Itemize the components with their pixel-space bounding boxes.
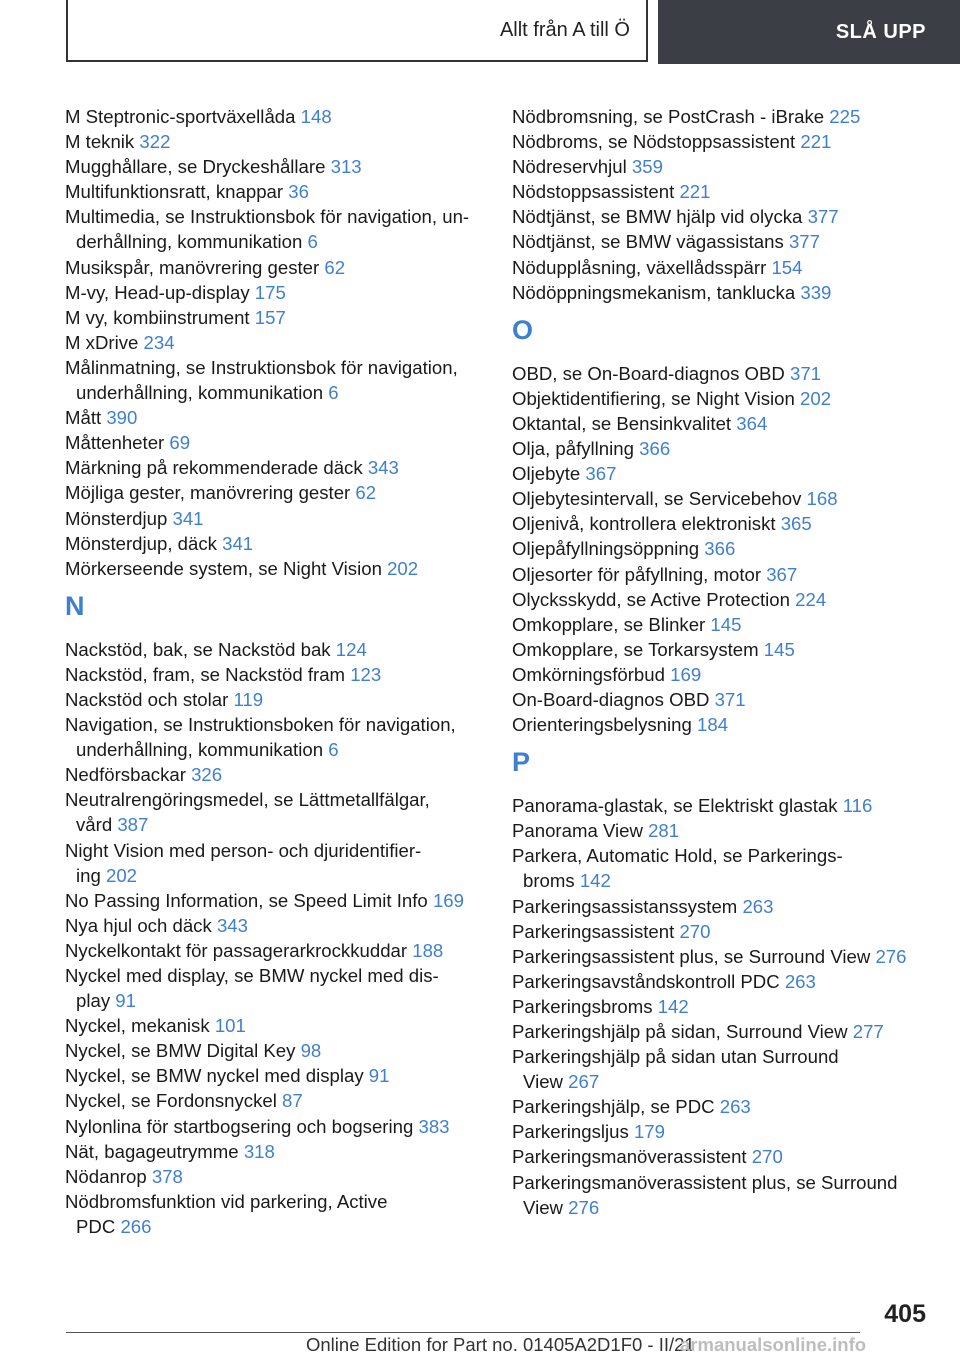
index-entry-text: play (76, 990, 111, 1012)
index-entry-text: Nödtjänst, se BMW vägassistans (512, 231, 784, 253)
page-link[interactable]: 154 (771, 256, 803, 278)
index-entry-text: Parkeringsbroms (512, 995, 653, 1017)
index-entry (65, 154, 485, 179)
index-column-right (512, 104, 932, 1220)
page-link[interactable]: 371 (790, 362, 822, 384)
index-entry-text: Night Vision med person- och djuridentifier- (65, 839, 422, 861)
page-link[interactable]: 169 (432, 889, 464, 911)
index-entry-text: M xDrive (65, 331, 139, 353)
index-entry-text: Mått (65, 407, 102, 429)
index-entry (65, 1114, 485, 1139)
index-entry-text: Nödanrop (65, 1165, 147, 1187)
index-entry-text: Panorama-glastak, se Elektriskt glastak (512, 795, 838, 817)
index-entry (512, 562, 932, 587)
page-link[interactable]: 124 (335, 638, 367, 660)
index-entry (512, 129, 932, 154)
index-letter-heading: N (65, 590, 85, 621)
index-entry (512, 411, 932, 436)
index-entry (512, 587, 932, 612)
index-entry-text: Nödbromsning, se PostCrash - iBrake (512, 106, 825, 127)
page-number: 405 (884, 1300, 926, 1328)
index-entry (65, 637, 485, 662)
page-link[interactable]: 179 (633, 1121, 665, 1143)
index-entry (512, 461, 932, 486)
index-entry-text: Parkeringshjälp på sidan, Surround View (512, 1021, 848, 1042)
index-entry-text: Panorama View (512, 820, 643, 842)
page-link[interactable]: 188 (412, 939, 444, 961)
index-entry (65, 963, 485, 1013)
index-entry (65, 455, 485, 480)
index-entry-text: Parkeringshjälp på sidan utan Surround (512, 1046, 839, 1068)
index-entry (512, 1119, 932, 1144)
index-entry (65, 506, 485, 531)
page-link[interactable]: 339 (800, 281, 832, 303)
index-entry-text: View (523, 1196, 563, 1218)
page-link[interactable]: 224 (795, 588, 827, 610)
index-entry (65, 179, 485, 204)
index-entry-text: Multimedia, se Instruktionsbok för navigation, un- (65, 206, 470, 228)
index-entry (65, 1013, 485, 1038)
index-entry (65, 712, 485, 762)
index-entry-text: View (523, 1071, 563, 1093)
index-entry (65, 104, 485, 129)
index-entry (512, 1044, 932, 1094)
index-entry-text: Måttenheter (65, 432, 165, 454)
index-entry (512, 255, 932, 280)
index-entry-text: Nackstöd, fram, se Nackstöd fram (65, 663, 346, 685)
index-entry-text: Nödtjänst, se BMW hjälp vid olycka (512, 206, 803, 228)
page-link[interactable]: 145 (710, 613, 742, 635)
index-entry-text: Neutralrengöringsmedel, se Lättmetallfälgar, (65, 789, 430, 811)
index-entry-text: Möjliga gester, manövrering gester (65, 482, 351, 504)
index-entry (512, 486, 932, 511)
index-entry (512, 612, 932, 637)
index-entry-text: Oljebyte (512, 463, 581, 485)
index-entry (512, 386, 932, 411)
index-entry-text: Oljepåfyllningsöppning (512, 538, 700, 560)
page-link[interactable]: 371 (714, 688, 746, 710)
page-link[interactable]: 263 (742, 895, 774, 917)
page-link[interactable]: 383 (418, 1115, 450, 1137)
index-entry-text: Oktantal, se Bensinkvalitet (512, 412, 732, 434)
index-entry (65, 762, 485, 787)
page-link[interactable]: 175 (254, 281, 286, 303)
index-entry-text: M teknik (65, 131, 135, 153)
page-link[interactable]: 367 (766, 563, 798, 585)
page-link[interactable]: 184 (697, 714, 729, 736)
index-entry-text: PDC (76, 1215, 116, 1237)
index-entry (65, 204, 485, 254)
page-link[interactable]: 169 (670, 663, 702, 685)
index-entry-text: derhållning, kommunikation (76, 231, 303, 253)
index-entry (512, 894, 932, 919)
page-link[interactable]: 341 (222, 532, 254, 554)
index-entry (65, 938, 485, 963)
index-entry-text: Målinmatning, se Instruktionsbok för navigation, (65, 356, 458, 378)
index-entry (65, 1164, 485, 1189)
page-link[interactable]: 267 (568, 1071, 600, 1093)
page-link[interactable]: 116 (842, 795, 873, 817)
index-entry (512, 204, 932, 229)
index-entry-text: M-vy, Head-up-display (65, 281, 250, 303)
section-title: Allt från A till Ö (499, 18, 630, 41)
index-entry (512, 361, 932, 386)
page-link[interactable]: 322 (139, 131, 171, 153)
index-entry-text: Parkeringsavståndskontroll PDC (512, 970, 780, 992)
page-link[interactable]: 234 (143, 331, 175, 353)
index-entry-text: Parkeringsmanöverassistent (512, 1146, 747, 1168)
index-entry (512, 436, 932, 461)
index-entry-text: Nya hjul och däck (65, 914, 212, 936)
index-entry-text: Nyckel, se BMW Digital Key (65, 1040, 296, 1062)
index-entry-text: Olycksskydd, se Active Protection (512, 588, 790, 610)
index-entry (65, 1038, 485, 1063)
index-entry (65, 405, 485, 430)
index-entry-text: OBD, se On-Board-diagnos OBD (512, 362, 785, 384)
page-link[interactable]: 277 (852, 1021, 884, 1042)
index-entry (65, 531, 485, 556)
index-entry (65, 687, 485, 712)
page-link[interactable]: 318 (243, 1140, 275, 1162)
index-letter-heading: P (512, 747, 531, 778)
index-entry (512, 818, 932, 843)
page-link[interactable]: 6 (328, 382, 339, 404)
index-entry-text: Parkera, Automatic Hold, se Parkerings- (512, 845, 843, 867)
index-entry (512, 687, 932, 712)
page-link[interactable]: 276 (875, 945, 907, 967)
index-entry-text: Parkeringsassistent plus, se Surround View (512, 945, 871, 967)
index-entry-text: Märkning på rekommenderade däck (65, 457, 363, 479)
index-entry-text: Nylonlina för startbogsering och bogsering (65, 1115, 414, 1137)
index-entry-text: vård (76, 814, 113, 836)
index-entry-text: Oljesorter för påfyllning, motor (512, 563, 762, 585)
index-entry-text: No Passing Information, se Speed Limit Info (65, 889, 428, 911)
page-link[interactable]: 142 (657, 995, 689, 1017)
index-entry-text: Omkopplare, se Torkarsystem (512, 638, 759, 660)
index-entry (65, 330, 485, 355)
index-entry-text: Parkeringsmanöverassistent plus, se Surround (512, 1171, 898, 1193)
page-link[interactable]: 123 (350, 663, 382, 685)
page-link[interactable]: 202 (800, 387, 832, 409)
index-entry-text: Oljebytesintervall, se Servicebehov (512, 488, 802, 510)
index-entry (65, 913, 485, 938)
index-entry-text: Nödreservhjul (512, 156, 627, 178)
index-entry-text: underhållning, kommunikation (76, 382, 324, 404)
index-entry-text: Oljenivå, kontrollera elektroniskt (512, 513, 776, 535)
page-link[interactable]: 145 (763, 638, 795, 660)
index-entry-text: Nedförsbackar (65, 764, 186, 786)
page-link[interactable]: 377 (807, 206, 839, 228)
page-link[interactable]: 263 (784, 970, 816, 992)
index-entry (512, 1019, 932, 1044)
page-link[interactable]: 225 (829, 106, 861, 127)
index-entry (65, 1063, 485, 1088)
page-link[interactable]: 98 (300, 1040, 322, 1062)
index-entry (512, 662, 932, 687)
index-entry-text: Mönsterdjup, däck (65, 532, 217, 554)
index-entry (65, 430, 485, 455)
page-link[interactable]: 281 (648, 820, 680, 842)
index-entry-text: underhållning, kommunikation (76, 739, 324, 761)
page-link[interactable]: 364 (736, 412, 768, 434)
page-link[interactable]: 221 (800, 131, 832, 153)
index-entry (65, 888, 485, 913)
index-entry-text: On-Board-diagnos OBD (512, 688, 710, 710)
index-entry (65, 480, 485, 505)
page-link[interactable]: 157 (254, 306, 286, 328)
index-entry (65, 1088, 485, 1113)
page-link[interactable]: 387 (117, 814, 149, 836)
page-link[interactable]: 366 (704, 538, 736, 560)
index-entry-text: Nät, bagageutrymme (65, 1140, 239, 1162)
page-link[interactable]: 69 (169, 432, 191, 454)
page-link[interactable]: 91 (115, 990, 136, 1012)
index-entry-text: Nödöppningsmekanism, tanklucka (512, 281, 796, 303)
index-entry-text: Nyckel med display, se BMW nyckel med dis- (65, 965, 439, 986)
index-entry-text: Nyckelkontakt för passagerarkrockkuddar (65, 939, 408, 961)
page-link[interactable]: 221 (679, 181, 711, 203)
index-entry (512, 712, 932, 737)
index-entry-text: ing (76, 864, 101, 886)
page-link[interactable]: 62 (324, 256, 346, 278)
index-entry-text: Nackstöd och stolar (65, 688, 229, 710)
index-entry-text: Nackstöd, bak, se Nackstöd bak (65, 638, 331, 660)
page-link[interactable]: 377 (788, 231, 820, 253)
index-entry (65, 1139, 485, 1164)
page-link[interactable]: 365 (780, 513, 812, 535)
index-entry-text: Mönsterdjup (65, 507, 168, 529)
page-link[interactable]: 202 (106, 864, 138, 886)
page-link[interactable]: 202 (387, 557, 419, 579)
page-link[interactable]: 343 (216, 914, 248, 936)
index-entry-text: Mugghållare, se Dryckeshållare (65, 156, 326, 178)
index-entry (512, 179, 932, 204)
page-link[interactable]: 270 (679, 920, 711, 942)
index-entry (65, 662, 485, 687)
index-entry-text: Nyckel, se BMW nyckel med display (65, 1065, 364, 1087)
index-entry (65, 255, 485, 280)
index-entry-text: Parkeringsassistent (512, 920, 675, 942)
page-link[interactable]: 367 (585, 463, 617, 485)
page-link[interactable]: 313 (330, 156, 362, 178)
page-link[interactable]: 359 (631, 156, 663, 178)
index-entry-text: Omkopplare, se Blinker (512, 613, 706, 635)
index-entry-text: Nyckel, se Fordonsnyckel (65, 1090, 277, 1112)
lookup-button[interactable] (658, 0, 960, 64)
section-title-tab[interactable] (66, 0, 648, 62)
page-link[interactable]: 366 (639, 438, 671, 460)
page-link[interactable]: 270 (751, 1146, 783, 1168)
index-entry-text: M Steptronic-sportväxellåda (65, 106, 296, 127)
page-link[interactable]: 326 (191, 764, 223, 786)
page-link[interactable]: 119 (233, 688, 264, 710)
index-entry (65, 355, 485, 405)
page-link[interactable]: 266 (120, 1215, 152, 1237)
page-link[interactable]: 142 (579, 870, 611, 892)
index-entry (65, 280, 485, 305)
index-entry (65, 305, 485, 330)
page-link[interactable]: 168 (806, 488, 838, 510)
index-entry (512, 969, 932, 994)
index-entry (512, 843, 932, 893)
page-link[interactable]: 6 (328, 739, 339, 761)
index-entry (512, 511, 932, 536)
index-entry-text: Orienteringsbelysning (512, 714, 692, 736)
index-entry-text: Navigation, se Instruktionsboken för navigation, (65, 714, 456, 736)
page-link[interactable]: 6 (307, 231, 318, 253)
index-entry (512, 919, 932, 944)
page-link[interactable]: 276 (568, 1196, 600, 1218)
index-entry (65, 838, 485, 888)
edition-text: Online Edition for Part no. 01405A2D1F0 - II/21 (306, 1334, 695, 1355)
index-entry-text: Multifunktionsratt, knappar (65, 181, 284, 203)
index-entry-text: Parkeringshjälp, se PDC (512, 1096, 715, 1118)
page-link[interactable]: 87 (282, 1090, 303, 1112)
index-entry-text: Parkeringsassistanssystem (512, 895, 738, 917)
index-entry-text: Omkörningsförbud (512, 663, 665, 685)
index-entry (65, 787, 485, 837)
page-link[interactable]: 91 (368, 1065, 390, 1087)
index-entry (512, 944, 932, 969)
lookup-button-label: SLÅ UPP (835, 20, 926, 43)
index-entry (512, 637, 932, 662)
index-column-left (65, 104, 485, 1239)
index-entry (512, 1170, 932, 1220)
page-link[interactable]: 36 (288, 181, 309, 203)
index-entry-text: M vy, kombiinstrument (65, 306, 250, 328)
index-entry-text: Nyckel, mekanisk (65, 1015, 210, 1037)
page-link[interactable]: 343 (367, 457, 399, 479)
index-entry (512, 154, 932, 179)
index-entry-text: Nödbroms, se Nödstoppsassistent (512, 131, 796, 153)
index-entry-text: Olja, påfyllning (512, 438, 634, 460)
index-entry (512, 793, 932, 818)
index-entry (512, 229, 932, 254)
index-letter-heading: O (512, 314, 534, 345)
index-entry (512, 104, 932, 129)
page-link[interactable]: 148 (300, 106, 332, 127)
index-entry-text: Nödupplåsning, växellådsspärr (512, 256, 767, 278)
index-entry-text: Objektidentifiering, se Night Vision (512, 387, 795, 409)
index-entry (512, 1144, 932, 1169)
footer-divider (66, 1332, 860, 1333)
index-entry-text: Nödstoppsassistent (512, 181, 675, 203)
index-entry (512, 994, 932, 1019)
index-entry-text: Musikspår, manövrering gester (65, 256, 320, 278)
index-entry-text: Parkeringsljus (512, 1121, 629, 1143)
index-entry-text: Mörkerseende system, se Night Vision (65, 557, 382, 579)
watermark: armanualsonline.info (680, 1334, 867, 1355)
index-entry (65, 1189, 485, 1239)
page-link[interactable]: 101 (214, 1015, 246, 1037)
index-entry-text: broms (523, 870, 575, 892)
page-link[interactable]: 390 (106, 407, 138, 429)
index-entry-text: Nödbromsfunktion vid parkering, Active (65, 1190, 388, 1212)
index-entry (512, 1094, 932, 1119)
page-link[interactable]: 341 (172, 507, 204, 529)
index-entry (512, 536, 932, 561)
page-link[interactable]: 62 (355, 482, 377, 504)
index-entry (512, 280, 932, 305)
index-entry (65, 129, 485, 154)
page-link[interactable]: 378 (151, 1165, 183, 1187)
index-entry (65, 556, 485, 581)
page-link[interactable]: 263 (719, 1096, 751, 1118)
